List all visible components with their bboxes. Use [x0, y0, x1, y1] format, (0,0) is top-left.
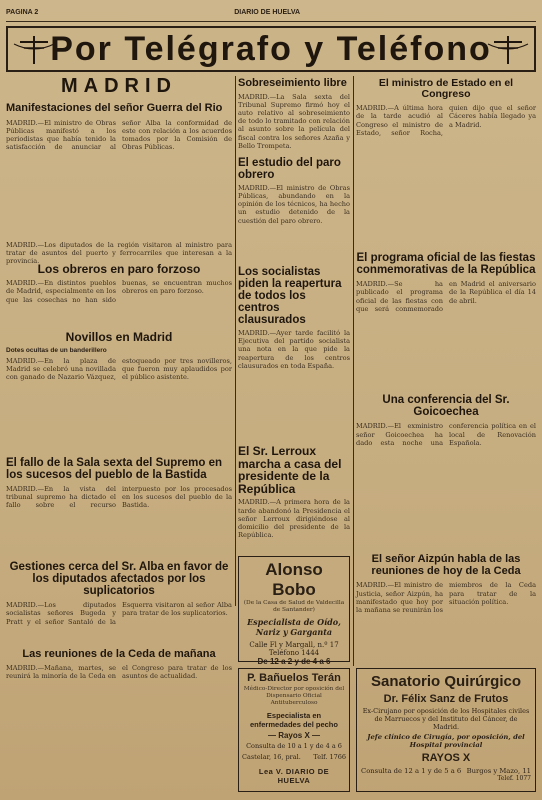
article-novillos: MADRID.—En la plaza de Madrid se celebró una novillada con ganado de Nazario Vázquez, estoqueado por tres novilleros, que fueron muy aplaudidos por el público asistente. [6, 356, 232, 382]
headline-fiestas-republica: El programa oficial de las fiestas conmemorativas de la República [356, 252, 536, 277]
ad-sanatorio-rayos: RAYOS X [421, 752, 471, 765]
ad-bobo-address: Calle Fl y Margall, n.º 17 [249, 641, 339, 650]
ad-sanatorio-hours: Consulta de 12 a 1 y de 5 a 6 [361, 767, 462, 776]
ad-teran-hours: Consulta de 10 a 1 y de 4 a 6 [246, 741, 342, 750]
headline-lerroux: El Sr. Lerroux marcha a casa del presidente de la República [238, 443, 342, 496]
subhead-banderillero: Dotes ocultas de un banderillero [6, 346, 107, 354]
article-fallo-supremo: MADRID.—En la vista del tribunal supremo ha dictado el fallo sobre el recurso interpuesto por los procesados en los sucesos del pueblo de la Bastida. [6, 484, 232, 510]
ad-teran-contact [242, 753, 346, 761]
ad-sanatorio [356, 668, 536, 792]
ad-teran-line2: Especialista en enfermedades del pecho [250, 710, 338, 729]
article-ministro-estado: MADRID.—A última hora de la tarde acudió al Congreso el ministro de Estado, señor Rocha, quien dijo que el señor Cáceres había llegado ya a Madrid. [356, 104, 536, 137]
article-reuniones-ceda: MADRID.—Mañana, martes, se reunirá la minoría de la Ceda en el Congreso para tratar de los asuntos de actualidad. [6, 663, 232, 680]
telephone-pole-icon [488, 34, 528, 66]
ad-sanatorio-phone: Telef. 1077 [497, 775, 531, 783]
article-guerra-del-rio: MADRID.—El ministro de Obras Públicas manifestó a los periodistas que había tenido la satisfacción de anunciar al señor Alba la conformidad de este con relación a los acuerdos tomados por la Comisión de Obras Públicas. [6, 118, 232, 152]
headline-guerra-del-rio: Manifestaciones del señor Guerra del Rio [6, 102, 223, 114]
ad-teran-rayos: — Rayos X — [267, 730, 320, 740]
page-header [6, 4, 536, 22]
ad-sanatorio-line1: Ex-Cirujano por oposición de los Hospitales civiles de Marruecos y del Instituto del Cáncer, de Madrid. [362, 707, 530, 731]
ad-banuelos-teran [238, 668, 350, 792]
headline-obreros-paro: Los obreros en paro forzoso [37, 261, 201, 276]
ad-teran-address: Castelar, 16, pral. [242, 752, 301, 761]
masthead [6, 26, 536, 72]
headline-aizpun: El señor Aizpún habla de las reuniones de hoy de la Ceda [371, 553, 521, 577]
article-aizpun: MADRID.—El ministro de Justicia, señor Aizpún, ha manifestado que hoy por la mañana se reunirán los miembros de la Ceda para tratar de la situación política. [356, 581, 536, 615]
article-estudio-paro: MADRID.—El ministro de Obras Públicas, abundando en la opinión de los técnicos, ha hecho un estudio detenido de la cuestión del paro obrero. [238, 183, 350, 225]
ad-bobo-name: Alonso Bobo [265, 560, 323, 599]
ad-bobo-line2: Especialista de Oído, Nariz y Garganta [247, 617, 341, 638]
ad-sanatorio-doctor: Dr. Félix Sanz de Frutos [383, 693, 509, 705]
article-goicoechea: MADRID.—El exministro señor Goicoechea ha dado esta noche una conferencia política en el local de Renovación Española. [356, 422, 536, 447]
madrid-heading: MADRID [61, 75, 177, 97]
ad-sanatorio-address: Burgos y Mazo, 11 [466, 767, 531, 776]
column-rule-2 [353, 76, 354, 666]
article-fiestas-republica: MADRID.—Se ha publicado el programa oficial de las fiestas con que será conmemorado en Madrid el aniversario de la República el día 14 de abril. [356, 280, 536, 313]
ad-sanatorio-line2: Jefe clínico de Cirugía, por oposición, del Hospital provincial [367, 733, 525, 750]
headline-fallo-supremo: El fallo de la Sala sexta del Supremo en los sucesos del pueblo de la Bastida [6, 456, 223, 481]
article-gestiones-alba: MADRID.—Los diputados socialistas señores Bugeda y Pratt y el señor Santaló de la Esquerra visitaron al señor Alba para tratar de los suplicatorios. [6, 601, 232, 626]
ad-teran-line1: Médico-Director por oposición del Dispensario Oficial Antituberculoso [243, 686, 345, 707]
masthead-title: Por Telégrafo y Teléfono [50, 29, 492, 68]
headline-novillos: Novillos en Madrid [65, 330, 173, 345]
ad-teran-name: P. Bañuelos Terán [247, 672, 341, 684]
ad-teran-phone: Telf. 1766 [313, 752, 346, 761]
headline-sobreseimiento: Sobreseimiento libre [238, 77, 347, 89]
article-diputados-region: MADRID.—Los diputados de la región visitaron al ministro para tratar de asuntos del puerto y ferrocarriles que interesan a la provincia. [6, 240, 232, 266]
headline-goicoechea: Una conferencia del Sr. Goicoechea [382, 394, 510, 419]
headline-reuniones-ceda: Las reuniones de la Ceda de mañana [22, 648, 216, 661]
ad-bobo-line1: (De la Casa de Salud de Valdecilla de Santander) [243, 600, 345, 614]
headline-ministro-estado: El ministro de Estado en el Congreso [378, 77, 514, 101]
headline-gestiones-alba: Gestiones cerca del Sr. Alba en favor de los diputados afectados por los suplicatorios [9, 560, 229, 597]
ad-teran-footer: Lea V. DIARIO DE HUELVA [258, 766, 330, 785]
column-rule-1 [235, 76, 236, 606]
article-obreros-paro: MADRID.—En distintos pueblos de Madrid, especialmente en los que las cosechas no han sido buenas, se encuentran muchos obreros en paro forzoso. [6, 279, 232, 304]
ad-sanatorio-title: Sanatorio Quirúrgico [370, 673, 521, 690]
headline-socialistas-centros: Los socialistas piden la reapertura de todos los centros clausurados [238, 265, 342, 326]
left-column [6, 76, 232, 792]
ad-alonso-bobo [238, 556, 350, 667]
ad-bobo-phone: Teléfono 1444 [268, 649, 320, 658]
page-number: PAGINA 2 [6, 9, 39, 16]
article-lerroux: MADRID.—A primera hora de la tarde abandonó la Presidencia el señor Lerroux dirigiéndose al domicilio del presidente de la República. [238, 498, 350, 540]
headline-estudio-paro: El estudio del paro obrero [238, 156, 341, 181]
telegraph-pole-icon [14, 34, 54, 66]
article-sobreseimiento: MADRID.—La Sala sexta del Tribunal Supremo firmó hoy el auto relativo al sobreseimiento de todo lo tramitado con relación al asunto sobre la película del fiscal contra los señores Azaña y Bello Trompeta. [238, 92, 350, 150]
ad-bobo-hours: De 12 a 2 y de 4 a 6 [257, 657, 331, 667]
ad-sanatorio-contact [361, 767, 531, 775]
paper-name: DIARIO DE HUELVA [234, 9, 301, 16]
middle-column [238, 78, 350, 598]
article-socialistas-centros: MADRID.—Ayer tarde facilitó la Ejecutiva del partido socialista una nota en la que pide la reapertura de los centros clausurados en toda España. [238, 328, 350, 370]
right-column [356, 78, 536, 664]
